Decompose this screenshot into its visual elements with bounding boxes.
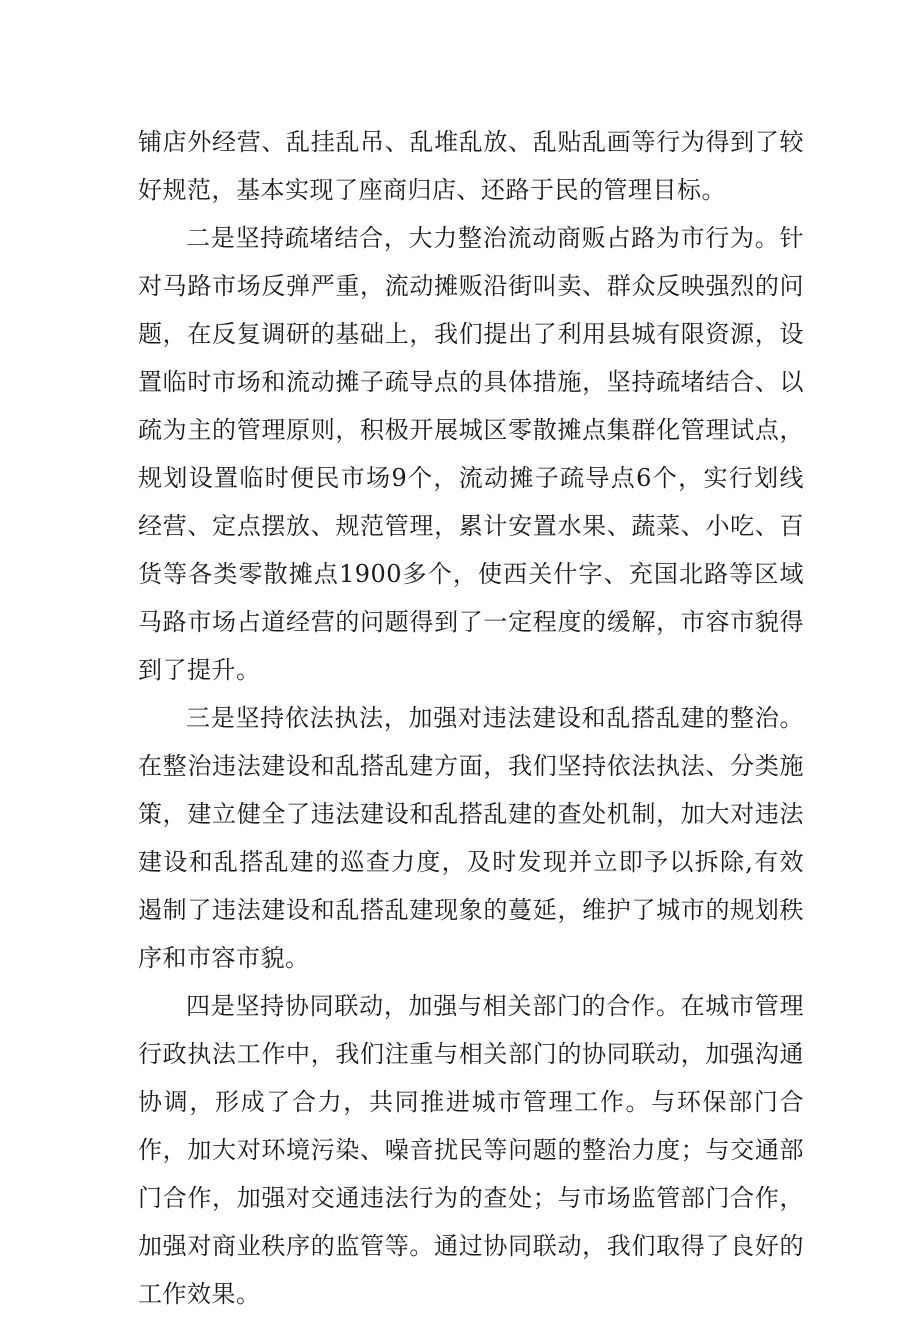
paragraph-point-three: 三是坚持依法执法，加强对违法建设和乱搭乱建的整治。在整治违法建设和乱搭乱建方面，我们坚持依法执法、分类施策，建立健全了违法建设和乱搭乱建的查处机制，加大对违法建设和乱搭乱建的巡查力度，及时发现并立即予以拆除,有效遏制了违法建设和乱搭乱建现象的蔓延，维护了城市的规划秩序和市容市貌。 — [138, 704, 804, 972]
paragraph-point-two: 二是坚持疏堵结合，大力整治流动商贩占路为市行为。针对马路市场反弹严重，流动摊贩沿街叫卖、群众反映强烈的问题，在反复调研的基础上，我们提出了利用县城有限资源，设置临时市场和流动摊子疏导点的具体措施，坚持疏堵结合、以疏为主的管理原则，积极开展城区零散摊点集群化管理试点，规划设置临时便民市场9个，流动摊子疏导点6个，实行划线经营、定点摆放、规范管理，累计安置水果、蔬菜、小吃、百货等各类零散摊点1900多个，使西关什字、充国北路等区域马路市场占道经营的问题得到了一定程度的缓解，市容市貌得到了提升。 — [138, 224, 804, 684]
paragraph-point-four: 四是坚持协同联动，加强与相关部门的合作。在城市管理行政执法工作中，我们注重与相关部门的协同联动，加强沟通协调，形成了合力，共同推进城市管理工作。与环保部门合作，加大对环境污染、噪音扰民等问题的整治力度；与交通部门合作，加强对交通违法行为的查处；与市场监管部门合作，加强对商业秩序的监管等。通过协同联动，我们取得了良好的工作效果。 — [138, 992, 804, 1308]
document-body — [138, 118, 804, 1318]
paragraph-continuation: 铺店外经营、乱挂乱吊、乱堆乱放、乱贴乱画等行为得到了较好规范，基本实现了座商归店、还路于民的管理目标。 — [138, 128, 804, 204]
